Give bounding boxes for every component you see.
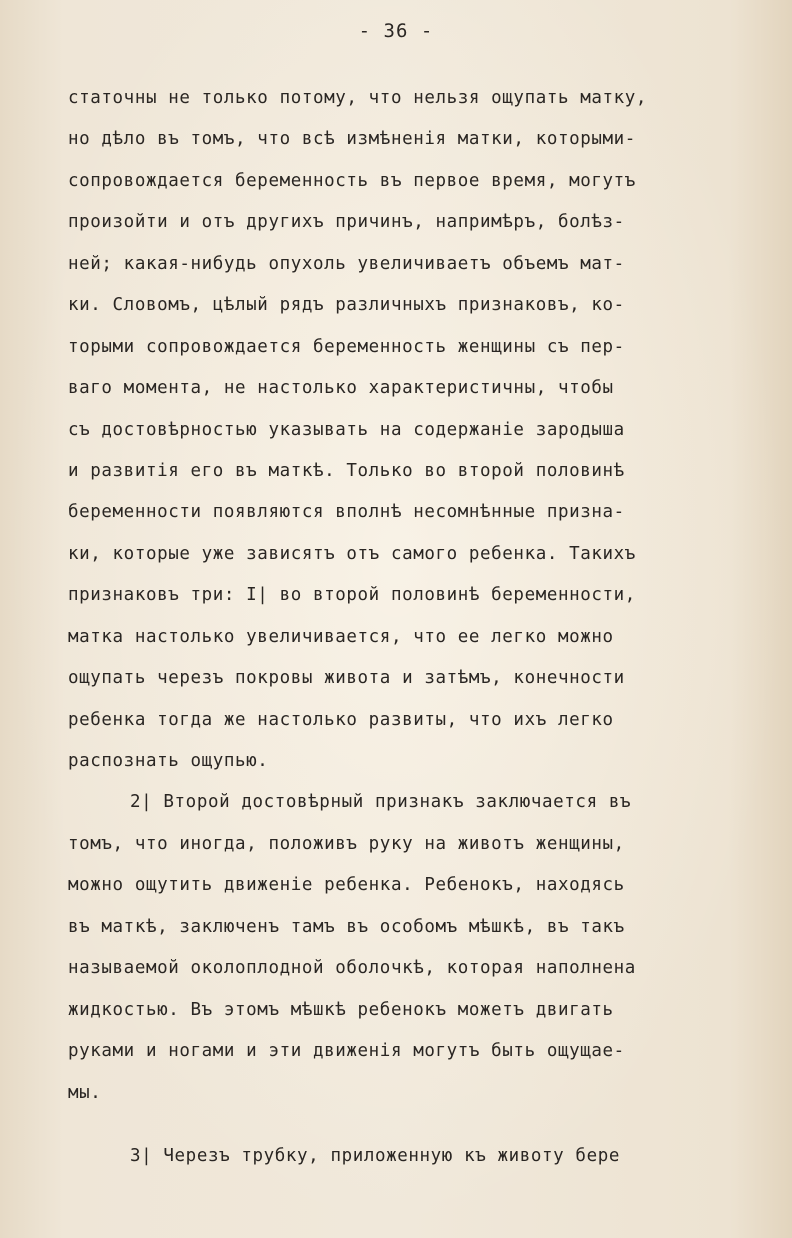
text-line: произойти и отъ другихъ причинъ, напримѣръ, болѣз-: [68, 212, 625, 233]
text-line: но дѣло въ томъ, что всѣ измѣненія матки, которыми-: [68, 129, 636, 150]
text-line: ней; какая-нибудь опухоль увеличиваетъ объемъ мат-: [68, 253, 625, 274]
text-line: распознать ощупью.: [68, 751, 269, 771]
paragraph-gap: [68, 1120, 748, 1142]
text-line: сопровождается беременность въ первое время, могутъ: [68, 170, 636, 191]
text-line: ваго момента, не настолько характеристичны, чтобы: [68, 378, 614, 399]
text-line: ки, которые уже зависятъ отъ самого ребенка. Такихъ: [68, 543, 636, 564]
text-line: можно ощутить движеніе ребенка. Ребенокъ, находясь: [68, 875, 625, 896]
text-line: ощупать черезъ покровы живота и затѣмъ, конечности: [68, 668, 625, 689]
text-line: жидкостью. Въ этомъ мѣшкѣ ребенокъ можетъ двигать: [68, 999, 614, 1020]
text-line: называемой околоплодной оболочкѣ, которая наполнена: [68, 958, 636, 979]
page-number: - 36 -: [358, 20, 434, 42]
text-line: ки. Словомъ, цѣлый рядъ различныхъ признаковъ, ко-: [68, 295, 625, 316]
text-line: томъ, что иногда, положивъ руку на животъ женщины,: [68, 833, 625, 854]
text-line: руками и ногами и эти движенія могутъ быть ощущае-: [68, 1041, 625, 1062]
text-line: ребенка тогда же настолько развиты, что ихъ легко: [68, 709, 614, 730]
text-line: въ маткѣ, заключенъ тамъ въ особомъ мѣшкѣ, въ такъ: [68, 916, 625, 937]
text-line: мы.: [68, 1082, 102, 1103]
text-line: и развитія его въ маткѣ. Только во второй половинѣ: [68, 460, 625, 481]
paragraph-start-line: 2| Второй достовѣрный признакъ заключается въ: [130, 792, 632, 813]
text-line: статочны не только потому, что нельзя ощупать матку,: [68, 88, 648, 108]
text-line: торыми сопровождается беременность женщины съ пер-: [68, 336, 625, 357]
text-line: беременности появляются вполнѣ несомнѣнные призна-: [68, 502, 625, 523]
text-line: съ достовѣрностью указывать на содержаніе зародыша: [68, 419, 625, 440]
text-line: матка настолько увеличивается, что ее легко можно: [68, 626, 614, 647]
text-line: признаковъ три: I| во второй половинѣ беременности,: [68, 585, 636, 606]
paragraph-start-line: 3| Черезъ трубку, приложенную къ животу бере: [130, 1145, 620, 1166]
body-text: [68, 84, 748, 1183]
